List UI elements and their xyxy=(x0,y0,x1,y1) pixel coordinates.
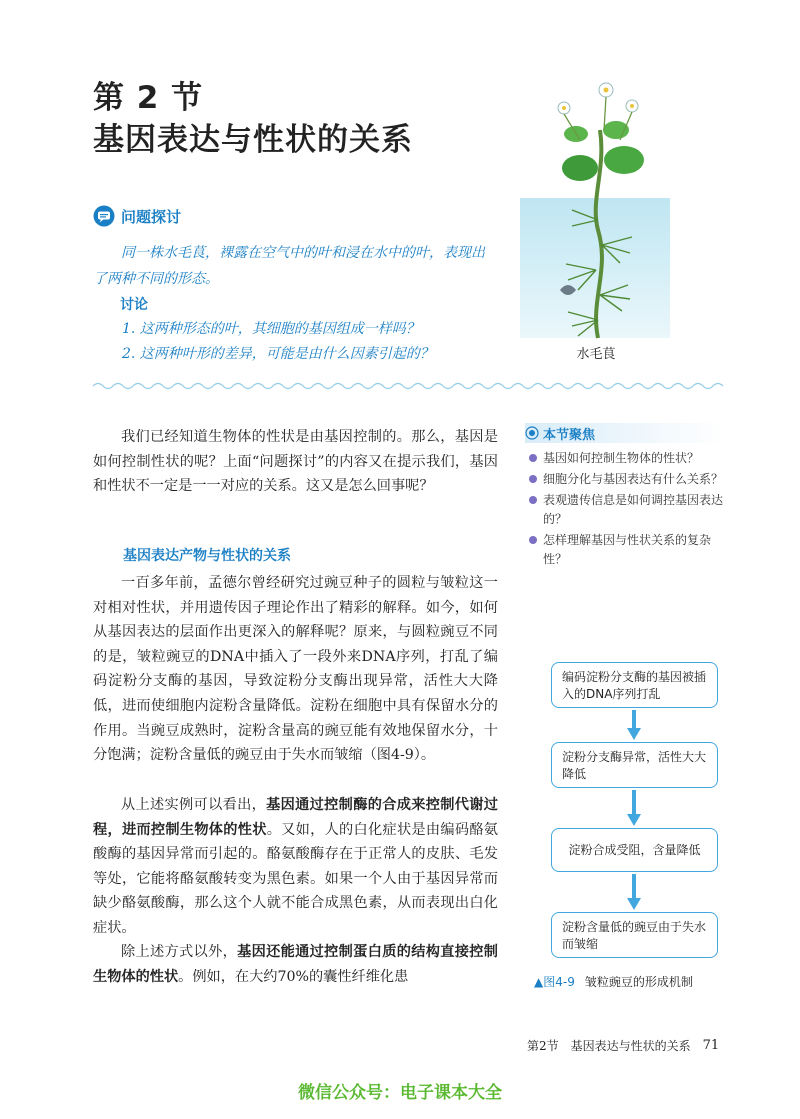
paragraph-2-rest: 。又如，人的白化症状是由编码酪氨酸酶的基因异常而引起的。酪氨酸酶存在于正常人的皮肤、毛发等处，它能将酪氨酸转变为黑色素。如果一个人由于基因异常而缺少酪氨酸酶，那么这个人就不能合成黑色素，从而表现出白化症状。 xyxy=(93,821,498,936)
intro-paragraph: 我们已经知道生物体的性状是由基因控制的。那么，基因是如何控制性状的呢？上面“问题探讨”的内容又在提示我们，基因和性状不一定是一一对应的关系。这又是怎么回事呢？ xyxy=(93,429,498,495)
discussion-question: 2. 这两种叶形的差异，可能是由什么因素引起的？ xyxy=(122,346,434,362)
section-focus xyxy=(525,423,725,571)
footer-title: 基因表达与性状的关系 xyxy=(570,1039,691,1053)
paragraph-3 xyxy=(93,940,498,989)
focus-item xyxy=(525,449,725,468)
down-arrow-icon xyxy=(627,710,641,740)
discussion-header xyxy=(93,205,181,227)
down-arrow-icon xyxy=(627,790,641,826)
paragraph-2 xyxy=(93,793,498,941)
paragraph-3-key-point: 基因还能通过控制蛋白质的结构直接控制生物体的性状 xyxy=(93,944,498,985)
discussion-question: 1. 这两种形态的叶，其细胞的基因组成一样吗？ xyxy=(122,321,420,337)
subsection-title: 基因表达产物与性状的关系 xyxy=(123,548,291,564)
bullet-icon xyxy=(529,454,537,462)
water-buttercup-illustration xyxy=(520,70,670,360)
section-title: 基因表达与性状的关系 xyxy=(93,122,413,158)
page-footer xyxy=(527,1037,719,1054)
focus-item-text: 基因如何控制生物体的性状？ xyxy=(543,451,700,465)
paragraph-2-key-point: 基因通过控制酶的合成来控制代谢过程，进而控制生物体的性状 xyxy=(93,797,498,838)
focus-item-text: 细胞分化与基因表达有什么关系？ xyxy=(543,472,724,486)
focus-item xyxy=(525,470,725,489)
footer-section: 第2节 xyxy=(527,1039,559,1053)
section-focus-title: 本节聚焦 xyxy=(543,427,596,443)
target-icon xyxy=(525,426,539,440)
section-focus-list xyxy=(525,449,725,569)
figure-number: ▲图4-9 xyxy=(534,975,575,989)
section-number: 第 2 节 xyxy=(93,80,204,116)
plant-caption: 水毛茛 xyxy=(576,347,616,362)
chat-bubble-icon xyxy=(93,205,115,227)
paragraph-3-lead: 除上述方式以外， xyxy=(121,944,238,960)
focus-item xyxy=(525,531,725,569)
focus-item-text: 怎样理解基因与性状关系的复杂性？ xyxy=(543,533,712,566)
discussion-title: 问题探讨 xyxy=(121,207,182,226)
figure-caption-text: 皱粒豌豆的形成机制 xyxy=(584,975,693,989)
flow-step-2: 淀粉分支酶异常，活性大大降低 xyxy=(551,742,718,788)
down-arrow-icon xyxy=(627,874,641,910)
flow-step-1: 编码淀粉分支酶的基因被插入的DNA序列打乱 xyxy=(551,662,718,708)
bullet-icon xyxy=(529,496,537,504)
watermark-text: 微信公众号：电子课本大全 xyxy=(298,1083,502,1103)
bullet-icon xyxy=(529,475,537,483)
focus-item xyxy=(525,491,725,529)
flow-step-3: 淀粉合成受阻，含量降低 xyxy=(551,828,718,872)
paragraph-2-lead: 从上述实例可以看出， xyxy=(121,797,267,813)
flow-step-4: 淀粉含量低的豌豆由于失水而皱缩 xyxy=(551,912,718,958)
page-number: 71 xyxy=(702,1038,720,1053)
discussion-label: 讨论 xyxy=(120,297,148,313)
bullet-icon xyxy=(529,536,537,544)
paragraph-1: 一百多年前，孟德尔曾经研究过豌豆种子的圆粒与皱粒这一对相对性状，并用遗传因子理论作出了精彩的解释。如今，如何从基因表达的层面作出更深入的解释呢？原来，与圆粒豌豆不同的是，皱粒豌豆的DNA中插入了一段外来DNA序列，打乱了编码淀粉分支酶的基因，导致淀粉分支酶出现异常，活性大大降低，进而使细胞内淀粉含量降低。淀粉在细胞中具有保留水分的作用。当豌豆成熟时，淀粉含量高的豌豆能有效地保留水分，十分饱满；淀粉含量低的豌豆由于失水而皱缩（图4-9）。 xyxy=(93,575,498,764)
focus-item-text: 表观遗传信息是如何调控基因表达的？ xyxy=(543,493,724,526)
section-focus-header xyxy=(525,423,725,443)
discussion-text: 同一株水毛茛，裸露在空气中的叶和浸在水中的叶，表现出了两种不同的形态。 xyxy=(93,245,485,287)
paragraph-3-rest: 。例如，在大约70%的囊性纤维化患 xyxy=(178,968,409,985)
wavy-divider xyxy=(93,380,723,392)
figure-caption xyxy=(534,973,693,990)
